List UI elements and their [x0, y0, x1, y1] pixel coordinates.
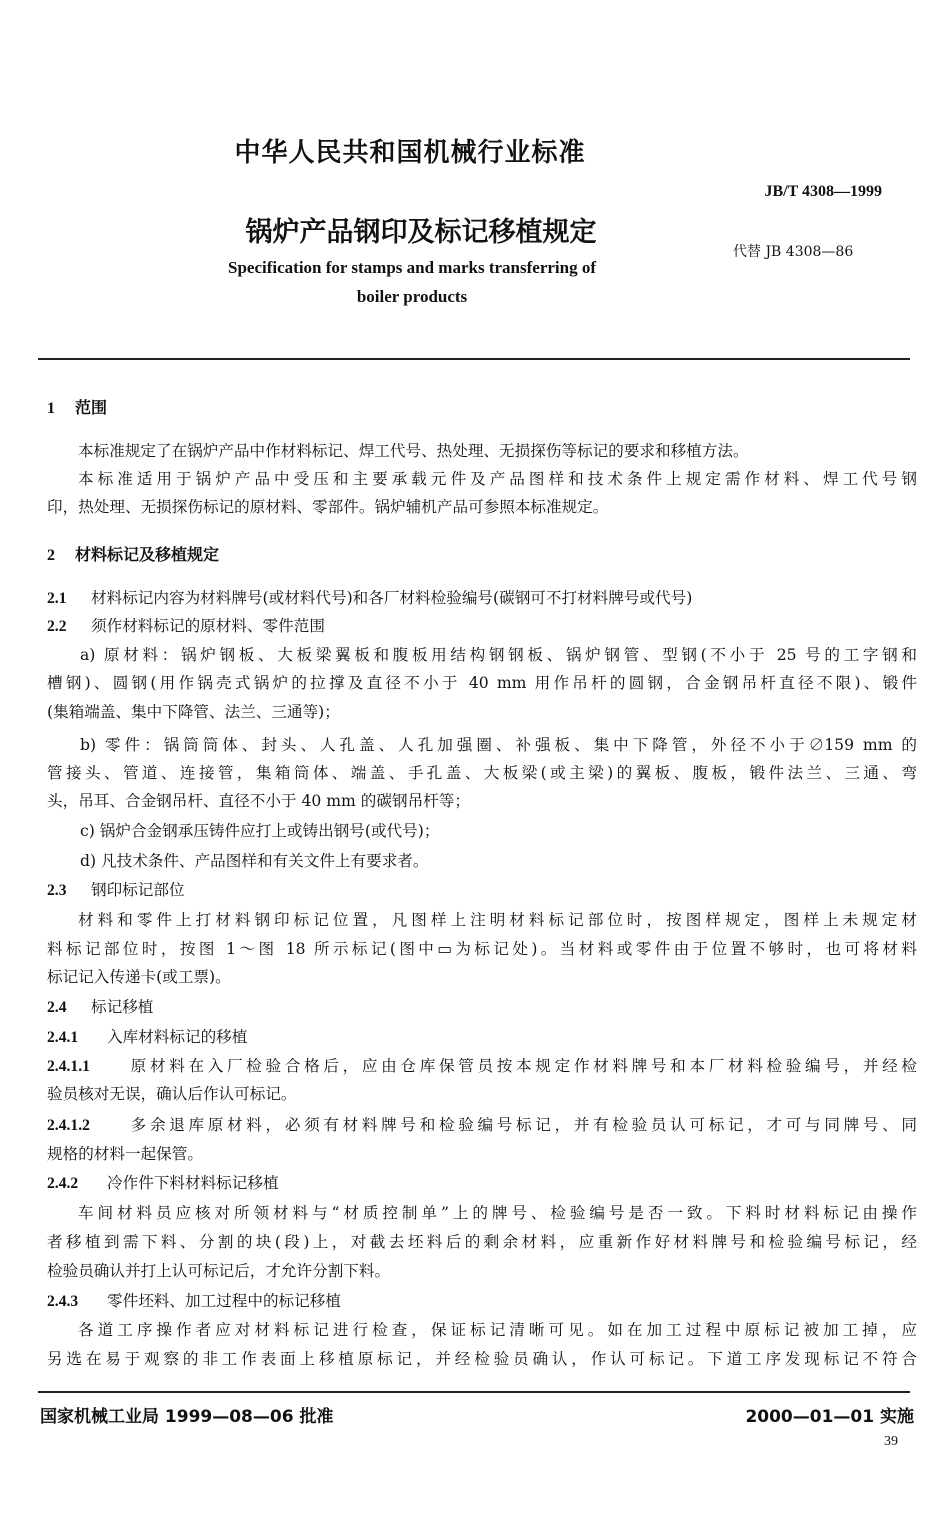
- section-heading-2: [47, 542, 219, 565]
- header-divider: [38, 358, 910, 360]
- approval-date: 国家机械工业局 1999—08—06 批准: [40, 1407, 334, 1427]
- clause-2-2: [47, 614, 917, 636]
- paragraph-line: 者移植到需下料、分割的块(段)上，对截去坯料后的剩余材料，应重新作好材料牌号和检验编号标记，经: [47, 1233, 917, 1251]
- clause-2-4-2: [47, 1171, 917, 1193]
- clause-number: 2.4.1: [47, 1029, 79, 1046]
- clause-number: 2.4: [47, 999, 67, 1016]
- list-item-a-line: 槽钢)、圆钢(用作锅壳式锅炉的拉撑及直径不小于 40 mm 用作吊杆的圆钢，合金钢吊杆直径不限)、锻件: [47, 674, 917, 692]
- section-heading-1: [47, 395, 107, 418]
- section-number: 2: [47, 547, 55, 564]
- clause-number: 2.4.1.1: [47, 1058, 90, 1075]
- section-number: 1: [47, 400, 55, 417]
- clause-2-1: [47, 586, 917, 608]
- paragraph-line: 另选在易于观察的非工作表面上移植原标记，并经检验员确认，作认可标记。下道工序发现标记不符合: [47, 1350, 917, 1368]
- paragraph-line: 验员核对无误，确认后作认可标记。: [47, 1085, 297, 1103]
- list-item-b-line: 管接头、管道、连接管，集箱筒体、端盖、手孔盖、大板梁(或主梁)的翼板、腹板，锻件法兰、三通、弯: [47, 764, 917, 782]
- paragraph-line: 材料和零件上打材料钢印标记位置，凡图样上注明材料标记部位时，按图样规定，图样上未规定材: [78, 911, 917, 929]
- english-title-line2: boiler products: [356, 287, 468, 306]
- clause-text: 须作材料标记的原材料、零件范围: [91, 617, 325, 635]
- paragraph-line: 规格的材料一起保管。: [47, 1145, 203, 1163]
- list-item-a-line: (集箱端盖、集中下降管、法兰、三通等)；: [47, 703, 340, 721]
- clause-2-4-1: [47, 1025, 917, 1047]
- clause-text: 材料标记内容为材料牌号(或材料代号)和各厂材料检验编号(碳钢可不打材料牌号或代号): [91, 589, 693, 607]
- list-item-b-line: 头，吊耳、合金钢吊杆、直径不小于 40 mm 的碳钢吊杆等；: [47, 792, 470, 810]
- clause-2-4-1-2: [47, 1113, 917, 1135]
- standard-code: JB/T 4308—1999: [764, 183, 882, 200]
- clause-2-4-1-1: [47, 1054, 917, 1076]
- standard-category-title: 中华人民共和国机械行业标准: [234, 138, 586, 168]
- clause-number: 2.3: [47, 882, 67, 899]
- list-item-a-line: a) 原材料：锅炉钢板、大板梁翼板和腹板用结构钢钢板、锅炉钢管、型钢(不小于 25 号的工字钢和: [80, 646, 917, 664]
- clause-2-3: [47, 878, 917, 900]
- section-title: 材料标记及移植规定: [75, 545, 220, 564]
- clause-number: 2.1: [47, 590, 67, 607]
- clause-number: 2.2: [47, 618, 67, 635]
- clause-number: 2.4.3: [47, 1293, 79, 1310]
- clause-text: 多余退库原材料，必须有材料牌号和检验编号标记，并有检验员认可标记，才可与同牌号、同: [127, 1116, 917, 1134]
- replaces-note: 代替 JB 4308—86: [733, 244, 854, 260]
- clause-text: 零件坯料、加工过程中的标记移植: [107, 1292, 341, 1310]
- paragraph-line: 料标记部位时，按图 1～图 18 所示标记(图中▭为标记处)。当材料或零件由于位置不够时，也可将材料: [47, 940, 917, 958]
- paragraph-line: 检验员确认并打上认可标记后，才允许分割下料。: [47, 1262, 391, 1280]
- english-title-line1: Specification for stamps and marks transferring of: [228, 258, 596, 277]
- clause-number: 2.4.2: [47, 1175, 79, 1192]
- footer-divider: [38, 1391, 910, 1393]
- clause-text: 钢印标记部位: [91, 881, 185, 899]
- list-item-b-line: b) 零件：锅筒筒体、封头、人孔盖、人孔加强圈、补强板、集中下降管，外径不小于∅159 mm 的: [80, 736, 917, 754]
- paragraph-line: 本标准规定了在锅炉产品中作材料标记、焊工代号、热处理、无损探伤等标记的要求和移植方法。: [78, 442, 749, 460]
- paragraph-line: 印，热处理、无损探伤标记的原材料、零部件。锅炉辅机产品可参照本标准规定。: [47, 498, 609, 516]
- paragraph-line: 车间材料员应核对所领材料与“材质控制单”上的牌号、检验编号是否一致。下料时材料标记由操作: [78, 1204, 917, 1222]
- paragraph-line: 标记记入传递卡(或工票)。: [47, 968, 231, 986]
- clause-number: 2.4.1.2: [47, 1117, 90, 1134]
- list-item-c: c) 锅炉合金钢承压铸件应打上或铸出钢号(或代号)；: [80, 822, 440, 840]
- clause-2-4: [47, 995, 917, 1017]
- paragraph-line: 本标准适用于锅炉产品中受压和主要承载元件及产品图样和技术条件上规定需作材料、焊工代号钢: [78, 470, 917, 488]
- clause-text: 标记移植: [91, 998, 154, 1016]
- clause-text: 冷作件下料材料标记移植: [107, 1174, 279, 1192]
- clause-text: 入库材料标记的移植: [107, 1028, 248, 1046]
- page-number: 39: [884, 1434, 898, 1449]
- paragraph-line: 各道工序操作者应对材料标记进行检查，保证标记清晰可见。如在加工过程中原标记被加工掉，应: [78, 1321, 917, 1339]
- effective-date: 2000—01—01 实施: [745, 1407, 914, 1427]
- clause-text: 原材料在入厂检验合格后，应由仓库保管员按本规定作材料牌号和本厂材料检验编号，并经检: [127, 1057, 917, 1075]
- section-title: 范围: [75, 398, 108, 417]
- list-item-d: d) 凡技术条件、产品图样和有关文件上有要求者。: [80, 852, 429, 870]
- document-title: 锅炉产品钢印及标记移植规定: [245, 217, 597, 248]
- clause-2-4-3: [47, 1289, 917, 1311]
